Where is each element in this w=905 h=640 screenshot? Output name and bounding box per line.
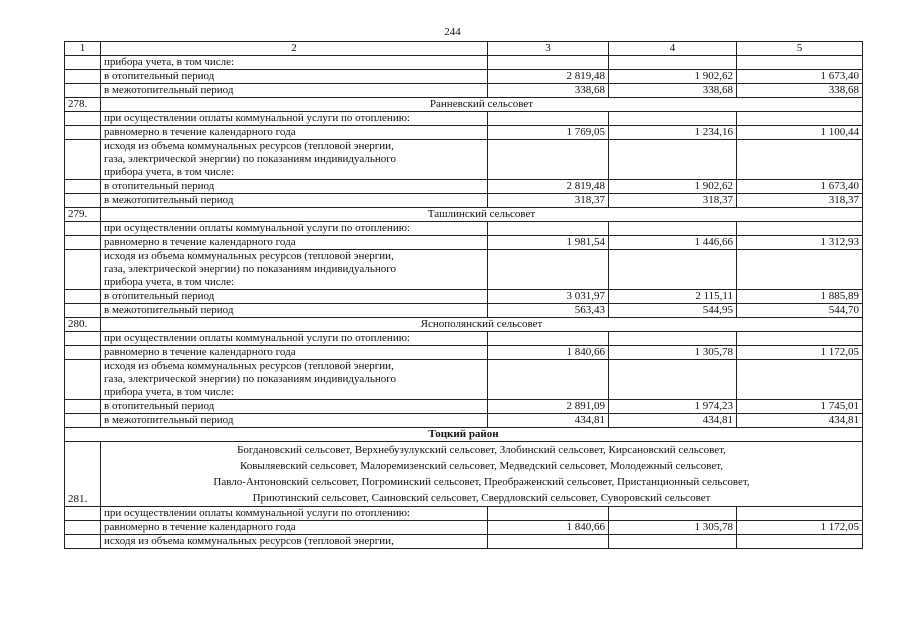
value-cell: 338,68 xyxy=(737,84,863,98)
value-cell xyxy=(488,56,609,70)
table-row xyxy=(65,507,863,521)
table-row xyxy=(65,56,863,70)
row-number: 281. xyxy=(65,442,101,507)
value-cell: 563,43 xyxy=(488,304,609,318)
value-cell: 1 885,89 xyxy=(737,290,863,304)
table-row xyxy=(65,112,863,126)
settlement-name: Яснополянский сельсовет xyxy=(101,318,863,332)
row-description: прибора учета, в том числе: xyxy=(101,56,488,70)
row-number xyxy=(65,507,101,521)
value-cell: 1 172,05 xyxy=(737,521,863,535)
value-cell: 1 305,78 xyxy=(609,346,737,360)
column-header: 4 xyxy=(609,42,737,56)
row-number xyxy=(65,180,101,194)
value-cell: 1 673,40 xyxy=(737,70,863,84)
row-description: при осуществлении оплаты коммунальной услуги по отоплению: xyxy=(101,332,488,346)
value-cell: 1 840,66 xyxy=(488,521,609,535)
row-description: в отопительный период xyxy=(101,70,488,84)
value-cell xyxy=(609,360,737,400)
value-cell: 318,37 xyxy=(609,194,737,208)
row-number xyxy=(65,70,101,84)
value-cell: 1 769,05 xyxy=(488,126,609,140)
column-header-row xyxy=(65,42,863,56)
section-row xyxy=(65,98,863,112)
row-description: в межотопительный период xyxy=(101,304,488,318)
row-description: в межотопительный период xyxy=(101,84,488,98)
value-cell xyxy=(609,112,737,126)
value-cell xyxy=(609,222,737,236)
value-cell: 1 234,16 xyxy=(609,126,737,140)
row-number xyxy=(65,126,101,140)
description-line: прибора учета, в том числе: xyxy=(104,276,235,288)
value-cell xyxy=(609,250,737,290)
section-row xyxy=(65,318,863,332)
settlement-name: Ташлинский сельсовет xyxy=(101,208,863,222)
value-cell: 1 974,23 xyxy=(609,400,737,414)
settlement-name: Ранневский сельсовет xyxy=(101,98,863,112)
value-cell: 2 891,09 xyxy=(488,400,609,414)
value-cell xyxy=(488,332,609,346)
value-cell: 2 819,48 xyxy=(488,180,609,194)
value-cell: 1 673,40 xyxy=(737,180,863,194)
row-number xyxy=(65,84,101,98)
description-line: исходя из объема коммунальных ресурсов (тепловой энергии, xyxy=(104,140,394,152)
row-description: в отопительный период xyxy=(101,290,488,304)
table-row xyxy=(65,304,863,318)
value-cell: 2 819,48 xyxy=(488,70,609,84)
value-cell xyxy=(609,507,737,521)
table-row xyxy=(65,180,863,194)
row-number xyxy=(65,112,101,126)
table-row xyxy=(65,70,863,84)
value-cell xyxy=(737,535,863,549)
value-cell xyxy=(609,332,737,346)
value-cell: 2 115,11 xyxy=(609,290,737,304)
description-line: исходя из объема коммунальных ресурсов (тепловой энергии, xyxy=(104,360,394,372)
value-cell: 434,81 xyxy=(737,414,863,428)
value-cell xyxy=(609,140,737,180)
row-description: равномерно в течение календарного года xyxy=(101,126,488,140)
table-row xyxy=(65,346,863,360)
value-cell: 3 031,97 xyxy=(488,290,609,304)
table-row xyxy=(65,250,863,290)
row-number xyxy=(65,332,101,346)
table-row xyxy=(65,332,863,346)
value-cell: 434,81 xyxy=(488,414,609,428)
value-cell: 544,70 xyxy=(737,304,863,318)
value-cell: 1 312,93 xyxy=(737,236,863,250)
value-cell xyxy=(737,56,863,70)
table-row xyxy=(65,126,863,140)
row-description: в межотопительный период xyxy=(101,194,488,208)
value-cell xyxy=(737,507,863,521)
row-number: 280. xyxy=(65,318,101,332)
value-cell: 1 172,05 xyxy=(737,346,863,360)
row-number xyxy=(65,140,101,180)
row-description xyxy=(101,250,488,290)
row-description: при осуществлении оплаты коммунальной услуги по отоплению: xyxy=(101,222,488,236)
row-number xyxy=(65,304,101,318)
value-cell: 1 305,78 xyxy=(609,521,737,535)
value-cell xyxy=(488,535,609,549)
row-description: в отопительный период xyxy=(101,180,488,194)
column-header: 2 xyxy=(101,42,488,56)
description-line: газа, электрической энергии) по показаниям индивидуального xyxy=(104,373,396,385)
district-name: Тоцкий район xyxy=(65,428,863,442)
value-cell xyxy=(609,56,737,70)
row-number xyxy=(65,250,101,290)
value-cell xyxy=(737,250,863,290)
row-description: исходя из объема коммунальных ресурсов (тепловой энергии, xyxy=(101,535,488,549)
row-number xyxy=(65,222,101,236)
table-row xyxy=(65,222,863,236)
row-number xyxy=(65,290,101,304)
row-description xyxy=(101,140,488,180)
settlement-list xyxy=(101,442,863,507)
section-row xyxy=(65,208,863,222)
value-cell: 1 902,62 xyxy=(609,70,737,84)
district-row xyxy=(65,428,863,442)
value-cell: 434,81 xyxy=(609,414,737,428)
description-line: газа, электрической энергии) по показаниям индивидуального xyxy=(104,263,396,275)
settlement-list-row xyxy=(65,442,863,507)
value-cell xyxy=(488,140,609,180)
value-cell xyxy=(609,535,737,549)
table-row xyxy=(65,290,863,304)
table-row xyxy=(65,84,863,98)
row-number xyxy=(65,236,101,250)
value-cell xyxy=(488,360,609,400)
row-number xyxy=(65,56,101,70)
settlement-list-line: Павло-Антоновский сельсовет, Погроминский сельсовет, Преображенский сельсовет, Пристанционный сельсовет, xyxy=(213,476,750,488)
row-description: при осуществлении оплаты коммунальной услуги по отоплению: xyxy=(101,112,488,126)
value-cell: 1 100,44 xyxy=(737,126,863,140)
column-header: 3 xyxy=(488,42,609,56)
tariff-table xyxy=(64,41,863,549)
row-number xyxy=(65,521,101,535)
row-number xyxy=(65,414,101,428)
value-cell: 1 446,66 xyxy=(609,236,737,250)
page-number: 244 xyxy=(444,26,461,38)
value-cell xyxy=(488,222,609,236)
row-description: равномерно в течение календарного года xyxy=(101,346,488,360)
value-cell: 1 981,54 xyxy=(488,236,609,250)
value-cell xyxy=(488,507,609,521)
table-row xyxy=(65,236,863,250)
value-cell xyxy=(737,360,863,400)
settlement-list-line: Приютинский сельсовет, Саиновский сельсовет, Свердловский сельсовет, Суворовский сельсовет xyxy=(252,492,711,504)
description-line: прибора учета, в том числе: xyxy=(104,166,235,178)
value-cell: 1 840,66 xyxy=(488,346,609,360)
description-line: газа, электрической энергии) по показаниям индивидуального xyxy=(104,153,396,165)
value-cell xyxy=(737,140,863,180)
row-description xyxy=(101,360,488,400)
value-cell xyxy=(737,332,863,346)
description-line: исходя из объема коммунальных ресурсов (тепловой энергии, xyxy=(104,250,394,262)
table-row xyxy=(65,194,863,208)
row-description: при осуществлении оплаты коммунальной услуги по отоплению: xyxy=(101,507,488,521)
value-cell xyxy=(737,222,863,236)
value-cell: 338,68 xyxy=(488,84,609,98)
table-row xyxy=(65,535,863,549)
value-cell: 338,68 xyxy=(609,84,737,98)
table-row xyxy=(65,360,863,400)
value-cell: 544,95 xyxy=(609,304,737,318)
row-number xyxy=(65,400,101,414)
row-description: равномерно в течение календарного года xyxy=(101,521,488,535)
value-cell xyxy=(737,112,863,126)
row-number xyxy=(65,535,101,549)
settlement-list-line: Богдановский сельсовет, Верхнебузулукский сельсовет, Злобинский сельсовет, Кирсановский сельсовет, xyxy=(237,444,726,456)
value-cell: 1 745,01 xyxy=(737,400,863,414)
value-cell: 1 902,62 xyxy=(609,180,737,194)
row-number xyxy=(65,346,101,360)
row-description: в межотопительный период xyxy=(101,414,488,428)
table-row xyxy=(65,521,863,535)
description-line: прибора учета, в том числе: xyxy=(104,386,235,398)
row-description: равномерно в течение календарного года xyxy=(101,236,488,250)
row-number: 279. xyxy=(65,208,101,222)
value-cell: 318,37 xyxy=(737,194,863,208)
table-row xyxy=(65,400,863,414)
row-number xyxy=(65,360,101,400)
table-row xyxy=(65,414,863,428)
row-description: в отопительный период xyxy=(101,400,488,414)
value-cell xyxy=(488,250,609,290)
value-cell xyxy=(488,112,609,126)
settlement-list-line: Ковыляевский сельсовет, Малоремизенский сельсовет, Медведский сельсовет, Молодежный сельсовет, xyxy=(239,460,724,472)
column-header: 1 xyxy=(65,42,101,56)
row-number xyxy=(65,194,101,208)
table-row xyxy=(65,140,863,180)
column-header: 5 xyxy=(737,42,863,56)
value-cell: 318,37 xyxy=(488,194,609,208)
row-number: 278. xyxy=(65,98,101,112)
